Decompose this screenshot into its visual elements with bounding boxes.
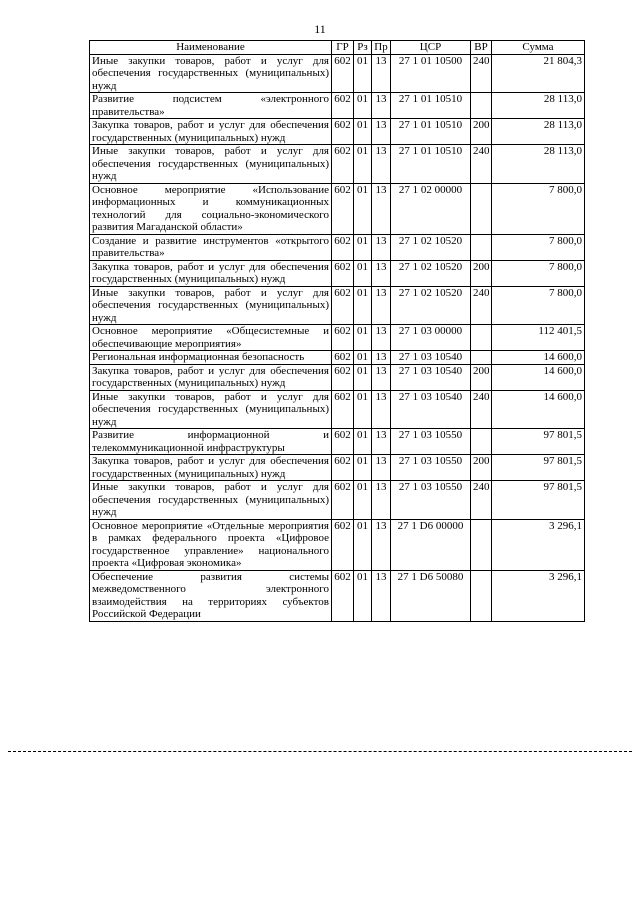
cell-pr: 13 bbox=[372, 390, 391, 429]
table-row bbox=[90, 234, 585, 260]
cell-name: Закупка товаров, работ и услуг для обеспечения государственных (муниципальных) нужд bbox=[90, 260, 332, 286]
cell-name: Региональная информационная безопасность bbox=[90, 351, 332, 365]
cell-gr: 602 bbox=[332, 429, 354, 455]
cell-vr bbox=[471, 325, 492, 351]
table-row bbox=[90, 93, 585, 119]
cell-gr: 602 bbox=[332, 364, 354, 390]
cell-csr: 27 1 02 10520 bbox=[391, 286, 471, 325]
cell-gr: 602 bbox=[332, 570, 354, 621]
cell-csr: 27 1 01 10510 bbox=[391, 93, 471, 119]
cell-gr: 602 bbox=[332, 325, 354, 351]
cell-pr: 13 bbox=[372, 364, 391, 390]
table-header-row bbox=[90, 41, 585, 55]
cell-csr: 27 1 03 10550 bbox=[391, 429, 471, 455]
cell-csr: 27 1 03 10550 bbox=[391, 481, 471, 520]
cell-pr: 13 bbox=[372, 455, 391, 481]
table-row bbox=[90, 145, 585, 184]
cell-vr: 200 bbox=[471, 455, 492, 481]
table-row bbox=[90, 183, 585, 234]
cell-gr: 602 bbox=[332, 390, 354, 429]
cell-csr: 27 1 02 00000 bbox=[391, 183, 471, 234]
page-number: 11 bbox=[314, 22, 326, 36]
cell-rz: 01 bbox=[354, 325, 372, 351]
cell-csr: 27 1 02 10520 bbox=[391, 260, 471, 286]
table-row bbox=[90, 481, 585, 520]
cell-name: Иные закупки товаров, работ и услуг для обеспечения государственных (муниципальных) нужд bbox=[90, 54, 332, 93]
budget-table bbox=[89, 40, 585, 622]
cell-name: Основное мероприятие «Использование информационных и коммуникационных технологий для социально-экономического развития Магаданской области» bbox=[90, 183, 332, 234]
cell-gr: 602 bbox=[332, 455, 354, 481]
cell-vr: 240 bbox=[471, 286, 492, 325]
table-row bbox=[90, 54, 585, 93]
table-row bbox=[90, 260, 585, 286]
cell-rz: 01 bbox=[354, 145, 372, 184]
cell-pr: 13 bbox=[372, 54, 391, 93]
cell-sum: 21 804,3 bbox=[492, 54, 585, 93]
cell-csr: 27 1 03 10540 bbox=[391, 390, 471, 429]
table-row bbox=[90, 325, 585, 351]
cell-rz: 01 bbox=[354, 390, 372, 429]
cell-sum: 14 600,0 bbox=[492, 364, 585, 390]
cell-rz: 01 bbox=[354, 519, 372, 570]
table-row bbox=[90, 390, 585, 429]
cell-csr: 27 1 01 10510 bbox=[391, 119, 471, 145]
table-row bbox=[90, 364, 585, 390]
header-sum: Сумма bbox=[492, 41, 585, 55]
cell-name: Закупка товаров, работ и услуг для обеспечения государственных (муниципальных) нужд bbox=[90, 119, 332, 145]
cell-sum: 28 113,0 bbox=[492, 145, 585, 184]
cell-name: Развитие подсистем «электронного правительства» bbox=[90, 93, 332, 119]
cell-name: Развитие информационной и телекоммуникационной инфраструктуры bbox=[90, 429, 332, 455]
cell-rz: 01 bbox=[354, 260, 372, 286]
cell-csr: 27 1 D6 00000 bbox=[391, 519, 471, 570]
cell-pr: 13 bbox=[372, 260, 391, 286]
cell-sum: 97 801,5 bbox=[492, 429, 585, 455]
cell-pr: 13 bbox=[372, 93, 391, 119]
table-row bbox=[90, 570, 585, 621]
cell-rz: 01 bbox=[354, 54, 372, 93]
cell-sum: 14 600,0 bbox=[492, 390, 585, 429]
table-row bbox=[90, 286, 585, 325]
cell-name: Основное мероприятие «Отдельные мероприятия в рамках федерального проекта «Цифровое государственное управление» национального проекта «Цифровая экономика» bbox=[90, 519, 332, 570]
cell-vr: 200 bbox=[471, 260, 492, 286]
cell-vr: 240 bbox=[471, 390, 492, 429]
cell-sum: 7 800,0 bbox=[492, 286, 585, 325]
cell-rz: 01 bbox=[354, 455, 372, 481]
cell-name: Иные закупки товаров, работ и услуг для обеспечения государственных (муниципальных) нужд bbox=[90, 481, 332, 520]
cell-rz: 01 bbox=[354, 286, 372, 325]
cell-gr: 602 bbox=[332, 481, 354, 520]
cell-sum: 7 800,0 bbox=[492, 260, 585, 286]
cell-vr bbox=[471, 351, 492, 365]
cell-csr: 27 1 01 10510 bbox=[391, 145, 471, 184]
cell-gr: 602 bbox=[332, 183, 354, 234]
cell-pr: 13 bbox=[372, 519, 391, 570]
cell-sum: 3 296,1 bbox=[492, 519, 585, 570]
cell-vr: 200 bbox=[471, 364, 492, 390]
cell-pr: 13 bbox=[372, 570, 391, 621]
cell-csr: 27 1 03 10540 bbox=[391, 364, 471, 390]
table-row bbox=[90, 455, 585, 481]
table-body bbox=[90, 54, 585, 621]
cell-gr: 602 bbox=[332, 260, 354, 286]
cell-gr: 602 bbox=[332, 351, 354, 365]
cell-sum: 97 801,5 bbox=[492, 455, 585, 481]
cell-sum: 3 296,1 bbox=[492, 570, 585, 621]
cell-vr: 200 bbox=[471, 119, 492, 145]
cell-vr bbox=[471, 570, 492, 621]
cell-rz: 01 bbox=[354, 429, 372, 455]
header-gr: ГР bbox=[332, 41, 354, 55]
table-row bbox=[90, 351, 585, 365]
cell-pr: 13 bbox=[372, 481, 391, 520]
header-vr: ВР bbox=[471, 41, 492, 55]
cell-name: Иные закупки товаров, работ и услуг для обеспечения государственных (муниципальных) нужд bbox=[90, 286, 332, 325]
cell-gr: 602 bbox=[332, 519, 354, 570]
cell-pr: 13 bbox=[372, 351, 391, 365]
cell-sum: 14 600,0 bbox=[492, 351, 585, 365]
cell-csr: 27 1 03 10540 bbox=[391, 351, 471, 365]
cell-csr: 27 1 03 10550 bbox=[391, 455, 471, 481]
cell-sum: 97 801,5 bbox=[492, 481, 585, 520]
cell-name: Закупка товаров, работ и услуг для обеспечения государственных (муниципальных) нужд bbox=[90, 455, 332, 481]
cell-sum: 7 800,0 bbox=[492, 183, 585, 234]
cell-rz: 01 bbox=[354, 119, 372, 145]
cell-name: Иные закупки товаров, работ и услуг для обеспечения государственных (муниципальных) нужд bbox=[90, 145, 332, 184]
cell-sum: 112 401,5 bbox=[492, 325, 585, 351]
cell-sum: 7 800,0 bbox=[492, 234, 585, 260]
cell-vr bbox=[471, 93, 492, 119]
cell-csr: 27 1 03 00000 bbox=[391, 325, 471, 351]
cell-pr: 13 bbox=[372, 119, 391, 145]
cell-pr: 13 bbox=[372, 183, 391, 234]
cell-rz: 01 bbox=[354, 351, 372, 365]
cell-gr: 602 bbox=[332, 234, 354, 260]
cell-gr: 602 bbox=[332, 145, 354, 184]
cell-pr: 13 bbox=[372, 429, 391, 455]
cell-gr: 602 bbox=[332, 54, 354, 93]
cell-sum: 28 113,0 bbox=[492, 119, 585, 145]
cell-vr: 240 bbox=[471, 54, 492, 93]
cell-csr: 27 1 02 10520 bbox=[391, 234, 471, 260]
cell-pr: 13 bbox=[372, 145, 391, 184]
cell-vr bbox=[471, 183, 492, 234]
cell-vr bbox=[471, 234, 492, 260]
cell-rz: 01 bbox=[354, 570, 372, 621]
table-row bbox=[90, 429, 585, 455]
header-pr: Пр bbox=[372, 41, 391, 55]
cell-pr: 13 bbox=[372, 325, 391, 351]
cell-gr: 602 bbox=[332, 119, 354, 145]
cell-pr: 13 bbox=[372, 234, 391, 260]
cell-vr: 240 bbox=[471, 145, 492, 184]
cell-sum: 28 113,0 bbox=[492, 93, 585, 119]
cell-name: Закупка товаров, работ и услуг для обеспечения государственных (муниципальных) нужд bbox=[90, 364, 332, 390]
header-csr: ЦСР bbox=[391, 41, 471, 55]
table-row bbox=[90, 119, 585, 145]
cell-name: Основное мероприятие «Общесистемные и обеспечивающие мероприятия» bbox=[90, 325, 332, 351]
cell-vr bbox=[471, 429, 492, 455]
cell-vr: 240 bbox=[471, 481, 492, 520]
cell-rz: 01 bbox=[354, 183, 372, 234]
cell-name: Обеспечение развития системы межведомственного электронного взаимодействия на территориях субъектов Российской Федерации bbox=[90, 570, 332, 621]
cell-rz: 01 bbox=[354, 364, 372, 390]
table-row bbox=[90, 519, 585, 570]
cell-gr: 602 bbox=[332, 93, 354, 119]
cell-rz: 01 bbox=[354, 234, 372, 260]
cell-name: Иные закупки товаров, работ и услуг для обеспечения государственных (муниципальных) нужд bbox=[90, 390, 332, 429]
cell-csr: 27 1 01 10500 bbox=[391, 54, 471, 93]
header-name: Наименование bbox=[90, 41, 332, 55]
cell-name: Создание и развитие инструментов «открытого правительства» bbox=[90, 234, 332, 260]
bottom-divider bbox=[8, 751, 632, 752]
cell-rz: 01 bbox=[354, 481, 372, 520]
cell-vr bbox=[471, 519, 492, 570]
header-rz: Рз bbox=[354, 41, 372, 55]
cell-gr: 602 bbox=[332, 286, 354, 325]
cell-pr: 13 bbox=[372, 286, 391, 325]
cell-csr: 27 1 D6 50080 bbox=[391, 570, 471, 621]
cell-rz: 01 bbox=[354, 93, 372, 119]
